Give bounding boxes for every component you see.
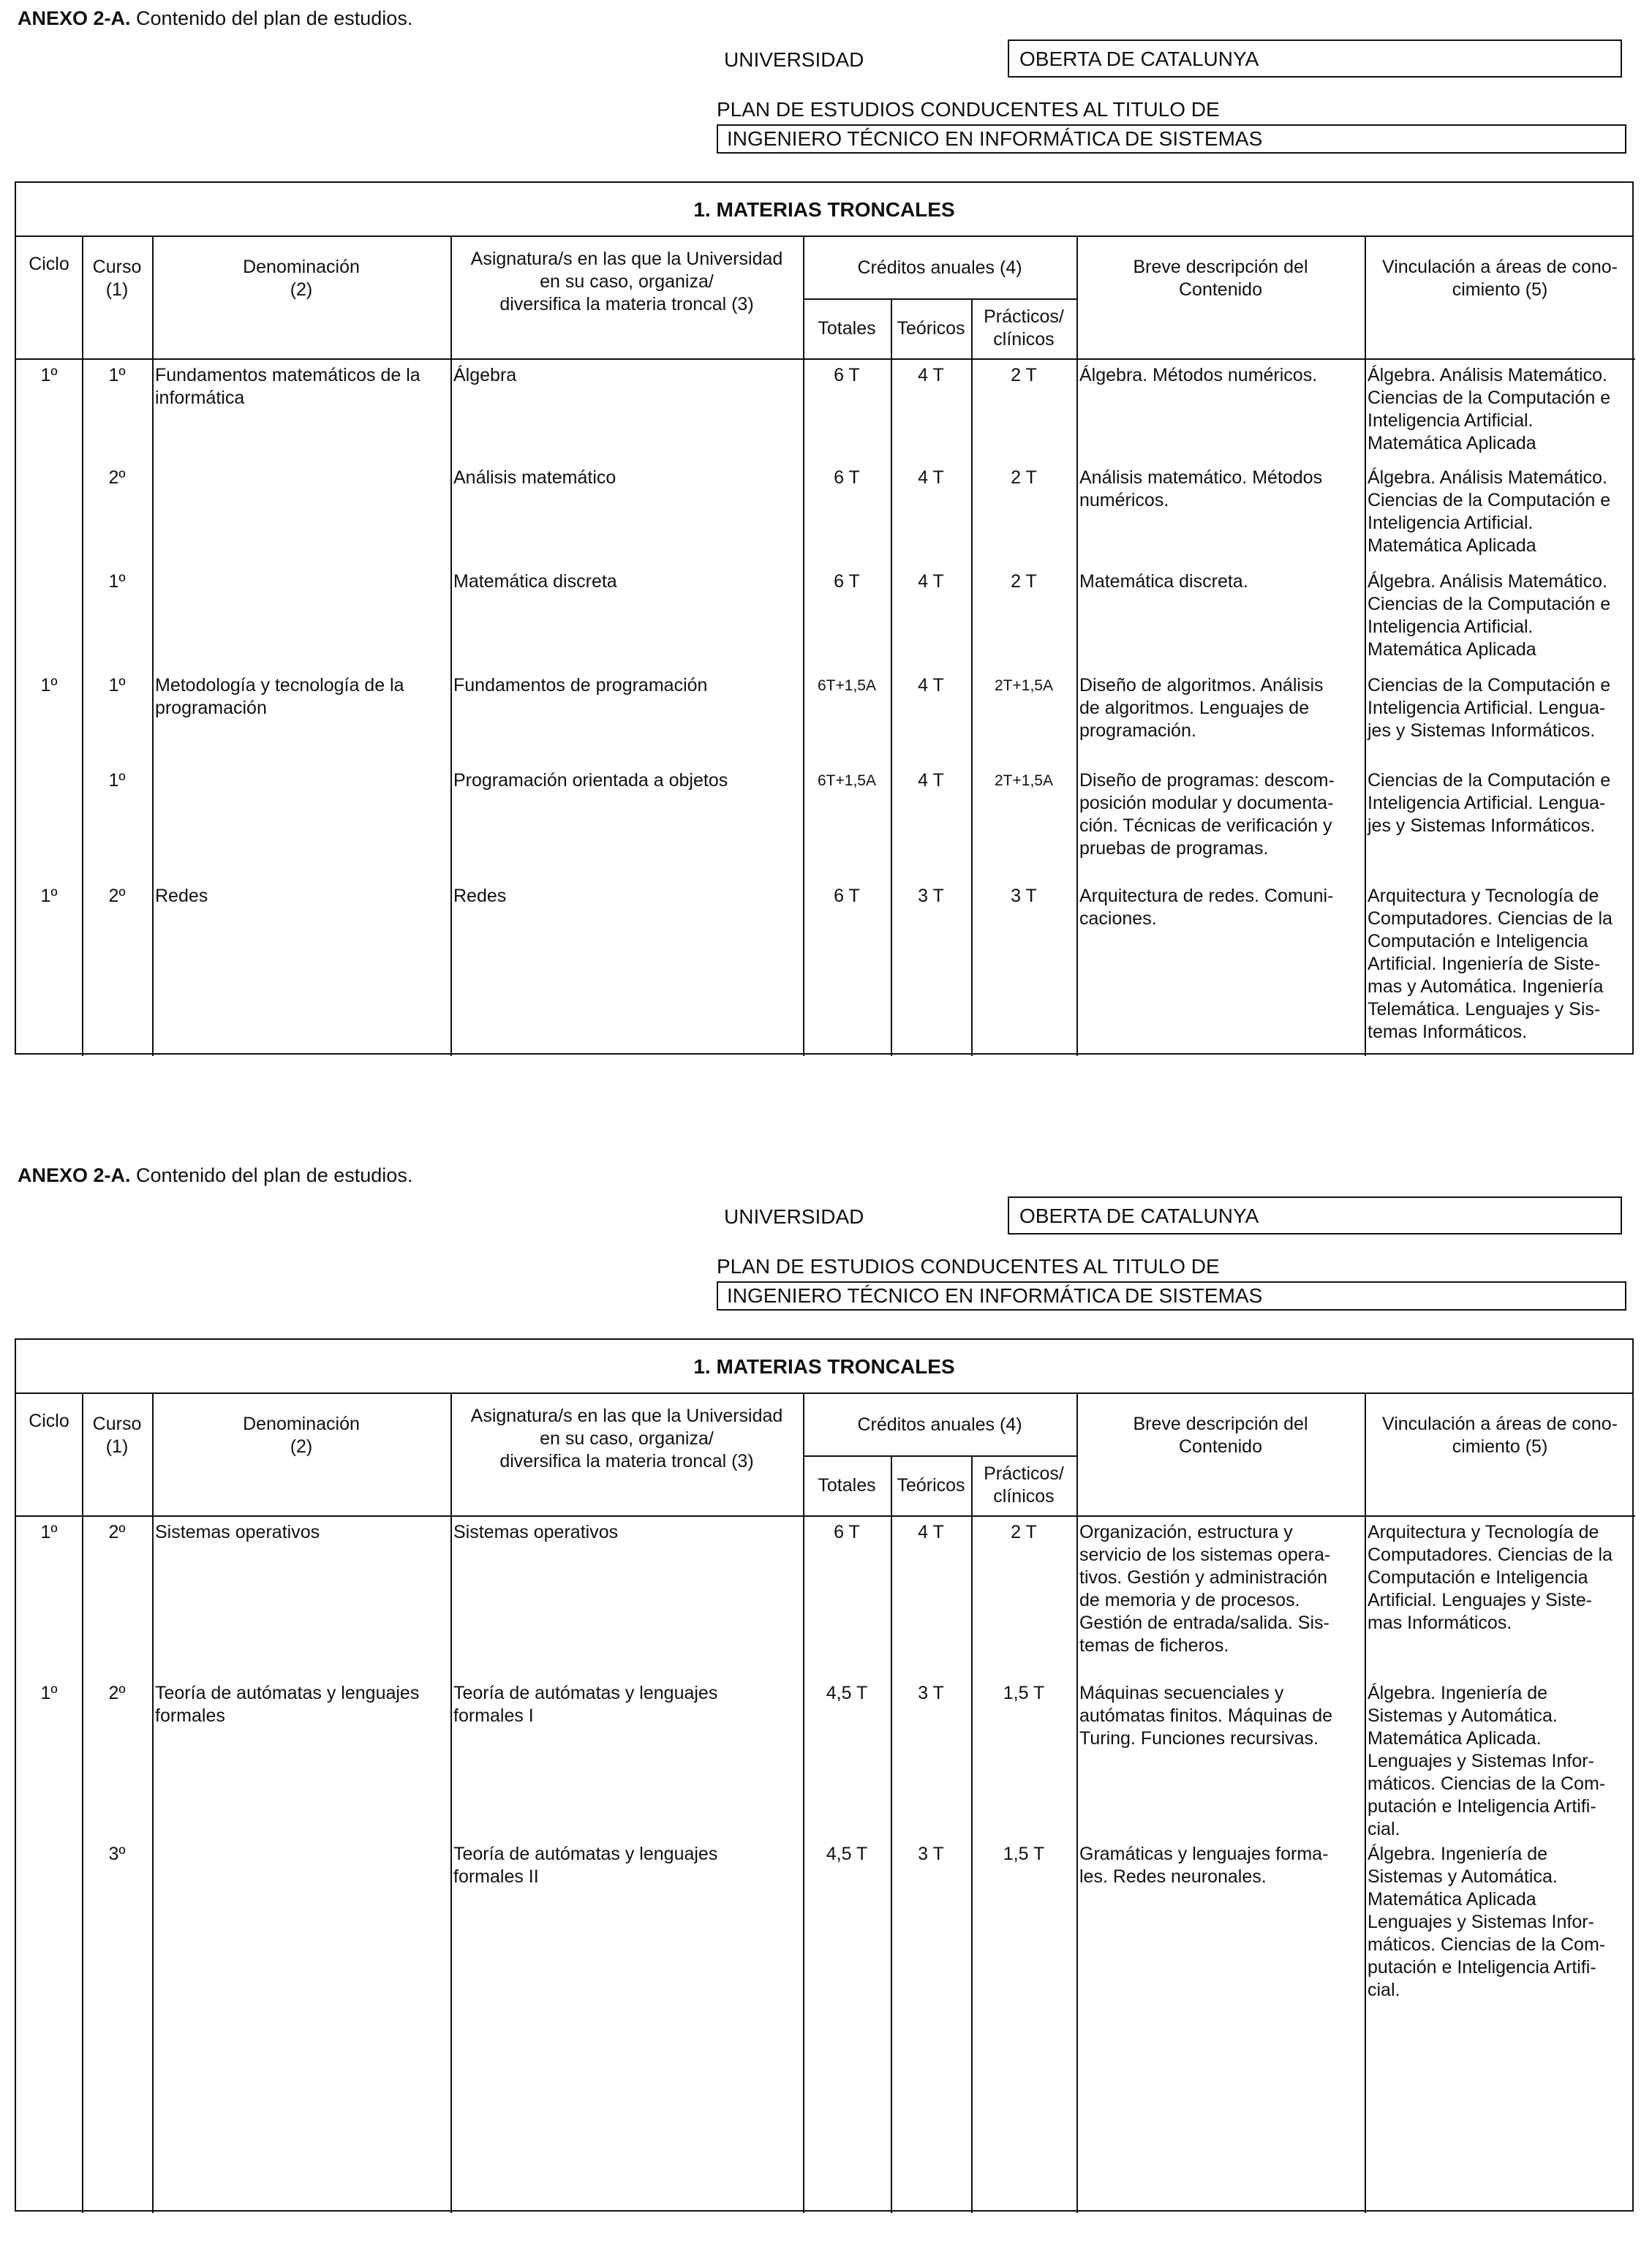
annex-caption: Contenido del plan de estudios. — [136, 1164, 413, 1186]
row-curso: 1º — [108, 571, 126, 592]
row-curso: 2º — [108, 886, 126, 906]
row-practicos: 1,5 T — [1003, 1683, 1045, 1703]
row-practicos: 2 T — [1011, 571, 1037, 592]
header-descripcion: Breve descripción del Contenido — [1133, 257, 1308, 300]
annex-caption: Contenido del plan de estudios. — [136, 7, 413, 29]
university-field — [1008, 1196, 1622, 1235]
header-curso: Curso (1) — [92, 257, 142, 300]
degree-title-value: INGENIERO TÉCNICO EN INFORMÁTICA DE SISTEMAS — [727, 127, 1263, 150]
header-totales: Totales — [818, 317, 876, 339]
row-denominacion: Fundamentos matemáticos de la informática — [155, 365, 420, 408]
row-asignatura: Programación orientada a objetos — [453, 770, 728, 791]
row-totales: 4,5 T — [826, 1683, 868, 1703]
header-ciclo: Ciclo — [29, 1410, 69, 1431]
row-curso: 1º — [108, 365, 126, 385]
row-descripcion: Máquinas secuenciales y autómatas finitos. Máquinas de Turing. Funciones recursivas. — [1079, 1683, 1333, 1749]
row-descripcion: Gramáticas y lenguajes forma- les. Redes neuronales. — [1079, 1844, 1329, 1887]
table-column-rule — [450, 1394, 452, 2213]
row-asignatura: Análisis matemático — [453, 467, 616, 488]
header-teoricos: Teóricos — [897, 317, 965, 339]
row-practicos: 2T+1,5A — [995, 772, 1053, 789]
header-denominacion: Denominación (2) — [243, 257, 360, 300]
table-row-rule — [803, 1455, 1076, 1457]
row-descripcion: Diseño de algoritmos. Análisis de algoritmos. Lenguajes de programación. — [1079, 675, 1324, 741]
row-teoricos: 4 T — [918, 675, 944, 696]
row-totales: 6 T — [834, 1522, 860, 1542]
row-asignatura: Matemática discreta — [453, 571, 617, 592]
row-vinculacion: Ciencias de la Computación e Inteligencia Artificial. Lengua- jes y Sistemas Informáticos. — [1368, 770, 1611, 836]
row-descripcion: Análisis matemático. Métodos numéricos. — [1079, 467, 1323, 510]
row-teoricos: 4 T — [918, 1522, 944, 1542]
row-asignatura: Teoría de autómatas y lenguajes formales I — [453, 1683, 718, 1726]
row-totales: 6T+1,5A — [818, 677, 876, 694]
header-vinculacion: Vinculación a áreas de cono- cimiento (5) — [1382, 257, 1618, 300]
plan-label: PLAN DE ESTUDIOS CONDUCENTES AL TITULO DE — [717, 98, 1220, 121]
row-practicos: 1,5 T — [1003, 1844, 1045, 1864]
header-practicos: Prácticos/ clínicos — [984, 1463, 1064, 1507]
annex-number: ANEXO 2-A. — [18, 7, 131, 29]
section-title: 1. MATERIAS TRONCALES — [16, 1340, 1632, 1394]
row-descripcion: Matemática discreta. — [1079, 571, 1248, 592]
table-column-rule — [891, 1455, 892, 2213]
header-curso: Curso (1) — [92, 1414, 142, 1457]
degree-title-field — [717, 1281, 1626, 1311]
row-practicos: 2 T — [1011, 365, 1037, 385]
row-vinculacion: Álgebra. Análisis Matemático. Ciencias de la Computación e Inteligencia Artificial. Matemática Aplicada — [1368, 365, 1611, 453]
row-totales: 4,5 T — [826, 1844, 868, 1864]
table-column-rule — [891, 298, 892, 1056]
curriculum-table — [15, 181, 1634, 1055]
table-column-rule — [152, 1394, 154, 2213]
annex-page — [0, 1157, 1652, 2254]
header-asignaturas: Asignatura/s en las que la Universidad en su caso, organiza/ diversifica la materia troncal (3) — [470, 1405, 783, 1471]
row-teoricos: 3 T — [918, 1844, 944, 1864]
row-teoricos: 4 T — [918, 571, 944, 592]
table-column-rule — [1365, 1394, 1366, 2213]
table-column-rule — [82, 237, 83, 1056]
header-ciclo: Ciclo — [29, 253, 69, 274]
section-title: 1. MATERIAS TRONCALES — [16, 183, 1632, 237]
header-descripcion: Breve descripción del Contenido — [1133, 1414, 1308, 1457]
university-value: OBERTA DE CATALUNYA — [1019, 48, 1259, 70]
row-teoricos: 3 T — [918, 1683, 944, 1703]
annex-heading — [18, 1164, 412, 1187]
row-vinculacion: Arquitectura y Tecnología de Computadores. Ciencias de la Computación e Inteligencia Artificial. Lenguajes y Siste- mas Informáticos. — [1368, 1522, 1613, 1633]
table-column-rule — [152, 237, 154, 1056]
university-label: UNIVERSIDAD — [724, 48, 864, 71]
row-teoricos: 3 T — [918, 886, 944, 906]
annex-page — [0, 0, 1652, 1097]
table-column-rule — [803, 1394, 804, 2213]
header-creditos: Créditos anuales (4) — [857, 1414, 1022, 1435]
header-practicos: Prácticos/ clínicos — [984, 306, 1064, 350]
row-totales: 6 T — [834, 571, 860, 592]
table-column-rule — [450, 237, 452, 1056]
row-curso: 1º — [108, 770, 126, 791]
row-totales: 6 T — [834, 365, 860, 385]
row-totales: 6 T — [834, 467, 860, 488]
table-row-rule — [803, 298, 1076, 300]
annex-number: ANEXO 2-A. — [18, 1164, 131, 1186]
header-teoricos: Teóricos — [897, 1474, 965, 1496]
table-column-rule — [803, 237, 804, 1056]
row-asignatura: Redes — [453, 886, 507, 906]
row-descripcion: Diseño de programas: descom- posición modular y documenta- ción. Técnicas de verificación y pruebas de programas. — [1079, 770, 1335, 859]
row-teoricos: 4 T — [918, 365, 944, 385]
row-ciclo: 1º — [40, 1522, 58, 1542]
row-vinculacion: Álgebra. Análisis Matemático. Ciencias de la Computación e Inteligencia Artificial. Matemática Aplicada — [1368, 571, 1611, 660]
header-creditos: Créditos anuales (4) — [857, 257, 1022, 278]
table-column-rule — [1076, 1394, 1078, 2213]
degree-title-value: INGENIERO TÉCNICO EN INFORMÁTICA DE SISTEMAS — [727, 1284, 1263, 1307]
row-ciclo: 1º — [40, 886, 58, 906]
university-label: UNIVERSIDAD — [724, 1205, 864, 1228]
row-vinculacion: Álgebra. Ingeniería de Sistemas y Automática. Matemática Aplicada Lenguajes y Sistemas Infor- máticos. Ciencias de la Com- putación e Inteligencia Artifi- cial. — [1368, 1844, 1606, 2000]
row-descripcion: Álgebra. Métodos numéricos. — [1079, 365, 1318, 385]
table-column-rule — [971, 298, 973, 1056]
table-column-rule — [1076, 237, 1078, 1056]
row-teoricos: 4 T — [918, 467, 944, 488]
row-totales: 6T+1,5A — [818, 772, 876, 789]
row-asignatura: Fundamentos de programación — [453, 675, 708, 696]
table-column-rule — [1365, 237, 1366, 1056]
row-vinculacion: Ciencias de la Computación e Inteligencia Artificial. Lengua- jes y Sistemas Informáticos. — [1368, 675, 1611, 741]
degree-title-field — [717, 124, 1626, 154]
row-practicos: 2T+1,5A — [995, 677, 1053, 694]
table-column-rule — [971, 1455, 973, 2213]
header-vinculacion: Vinculación a áreas de cono- cimiento (5) — [1382, 1414, 1618, 1457]
row-curso: 2º — [108, 467, 126, 488]
row-asignatura: Álgebra — [453, 365, 517, 385]
header-asignaturas: Asignatura/s en las que la Universidad en su caso, organiza/ diversifica la materia troncal (3) — [470, 248, 783, 314]
row-ciclo: 1º — [40, 365, 58, 385]
row-asignatura: Sistemas operativos — [453, 1522, 619, 1542]
university-field — [1008, 39, 1622, 78]
row-ciclo: 1º — [40, 1683, 58, 1703]
university-value: OBERTA DE CATALUNYA — [1019, 1205, 1259, 1227]
row-practicos: 2 T — [1011, 1522, 1037, 1542]
row-curso: 2º — [108, 1683, 126, 1703]
table-row-rule — [16, 358, 1635, 360]
plan-label: PLAN DE ESTUDIOS CONDUCENTES AL TITULO DE — [717, 1255, 1220, 1278]
row-descripcion: Organización, estructura y servicio de los sistemas opera- tivos. Gestión y administración de memoria y de procesos. Gestión de entrada/salida. Sis- temas de ficheros. — [1079, 1522, 1331, 1656]
row-denominacion: Redes — [155, 886, 208, 906]
row-practicos: 3 T — [1011, 886, 1037, 906]
curriculum-table — [15, 1338, 1634, 2212]
row-vinculacion: Álgebra. Análisis Matemático. Ciencias de la Computación e Inteligencia Artificial. Matemática Aplicada — [1368, 467, 1611, 556]
row-denominacion: Teoría de autómatas y lenguajes formales — [155, 1683, 420, 1726]
header-denominacion: Denominación (2) — [243, 1414, 360, 1457]
row-curso: 2º — [108, 1522, 126, 1542]
row-vinculacion: Arquitectura y Tecnología de Computadores. Ciencias de la Computación e Inteligencia Artificial. Ingeniería de Siste- mas y Automática. Ingeniería Telemática. Lenguajes y Sis- temas Informáticos. — [1368, 886, 1613, 1042]
row-curso: 3º — [108, 1844, 126, 1864]
row-vinculacion: Álgebra. Ingeniería de Sistemas y Automática. Matemática Aplicada. Lenguajes y Sistemas Infor- máticos. Ciencias de la Com- putación e Inteligencia Artifi- cial. — [1368, 1683, 1606, 1839]
table-row-rule — [16, 1515, 1635, 1517]
row-denominacion: Metodología y tecnología de la programación — [155, 675, 404, 718]
row-asignatura: Teoría de autómatas y lenguajes formales II — [453, 1844, 718, 1887]
row-ciclo: 1º — [40, 675, 58, 696]
row-teoricos: 4 T — [918, 770, 944, 791]
row-descripcion: Arquitectura de redes. Comuni- caciones. — [1079, 886, 1334, 929]
annex-heading — [18, 7, 412, 30]
row-curso: 1º — [108, 675, 126, 696]
table-column-rule — [82, 1394, 83, 2213]
header-totales: Totales — [818, 1474, 876, 1496]
row-denominacion: Sistemas operativos — [155, 1522, 320, 1542]
row-totales: 6 T — [834, 886, 860, 906]
row-practicos: 2 T — [1011, 467, 1037, 488]
